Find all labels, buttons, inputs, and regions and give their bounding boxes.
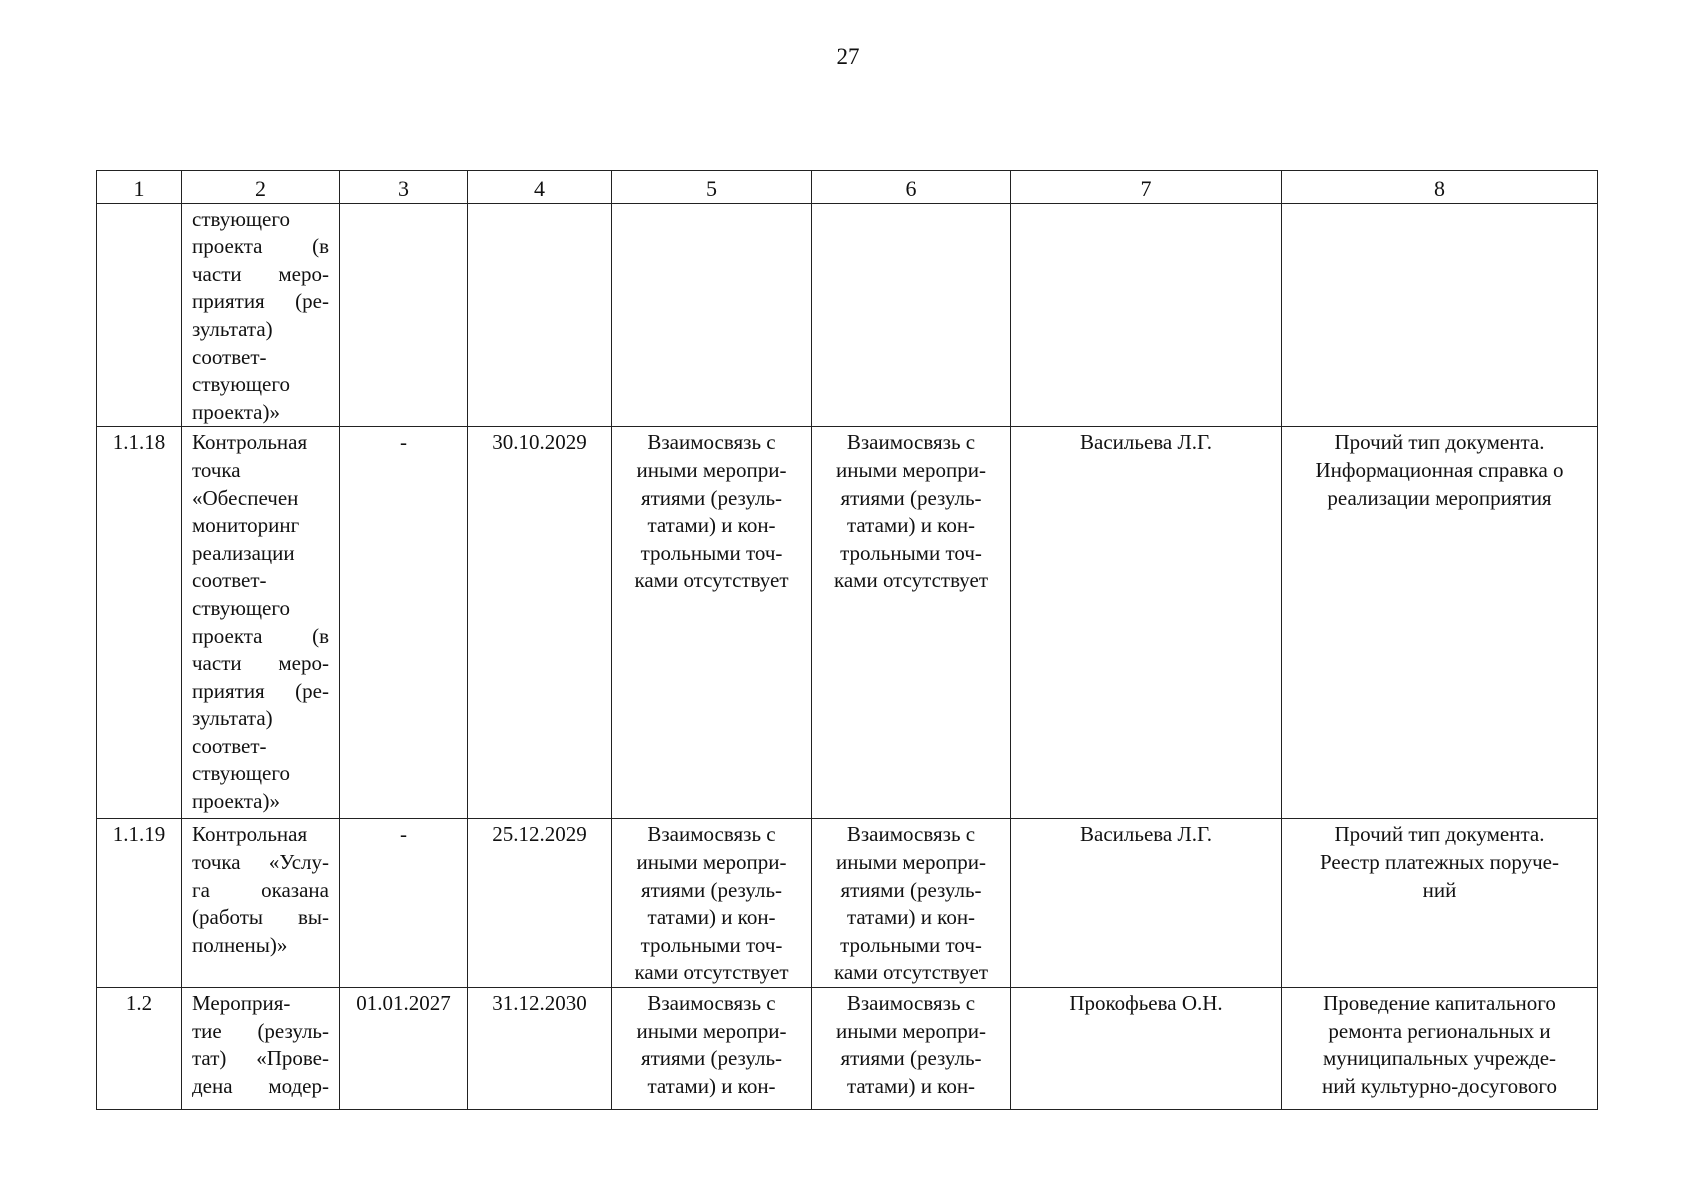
- header-cell: 6: [812, 171, 1011, 204]
- linkage-cell-line: трольными точ-: [640, 932, 783, 957]
- linkage-cell-line: татами) и кон-: [647, 905, 776, 930]
- item-name-cell-line: проекта)»: [192, 789, 280, 814]
- document-cell-line: Реестр платежных поруче-: [1319, 849, 1559, 874]
- linkage-cell-line: Взаимосвязь с: [846, 430, 976, 455]
- linkage-cell: [612, 987, 812, 1109]
- document-cell-line: ремонта региональных и: [1328, 1018, 1551, 1043]
- item-name-cell-line: Контрольная: [192, 822, 308, 847]
- responsible-cell: [1011, 427, 1282, 819]
- item-name-cell-line: проекта (в: [192, 623, 329, 648]
- page-number: 27: [836, 44, 860, 69]
- linkage-cell: [812, 427, 1011, 819]
- item-number-cell-text: 1.2: [125, 990, 153, 1015]
- document-cell: [1282, 819, 1598, 988]
- item-name-cell-line: га оказана: [192, 877, 329, 902]
- item-name-cell: [182, 987, 340, 1109]
- linkage-cell: [612, 427, 812, 819]
- item-name-cell-line: зультата): [192, 316, 273, 341]
- header-cell: 3: [340, 171, 468, 204]
- item-name-cell-line: точка «Услу-: [192, 849, 329, 874]
- document-cell: [1282, 987, 1598, 1109]
- linkage-cell-line: ками отсутствует: [833, 960, 989, 985]
- linkage-cell-line: ятиями (резуль-: [840, 1046, 982, 1071]
- end-date-cell-text: 30.10.2029: [492, 430, 587, 455]
- item-name-cell-line: «Обеспечен: [192, 485, 299, 510]
- item-number-cell: [97, 427, 182, 819]
- document-cell-line: Прочий тип документа.: [1334, 430, 1545, 455]
- responsible-cell: [1011, 203, 1282, 427]
- item-name-cell-line: ствующего: [192, 761, 290, 786]
- linkage-cell-line: Взаимосвязь с: [846, 822, 976, 847]
- item-name-cell-line: (работы вы-: [192, 905, 329, 930]
- table-row: [97, 427, 1598, 819]
- linkage-cell-line: иными меропри-: [636, 1018, 787, 1043]
- table-header-row: [97, 171, 1598, 204]
- item-name-cell: [182, 819, 340, 988]
- start-date-cell: [340, 203, 468, 427]
- start-date-cell-text: -: [400, 822, 407, 847]
- linkage-cell: [812, 203, 1011, 427]
- responsible-cell: [1011, 819, 1282, 988]
- document-cell: [1282, 427, 1598, 819]
- item-name-cell-line: приятия (ре-: [192, 678, 329, 703]
- linkage-cell-line: татами) и кон-: [647, 1073, 776, 1098]
- document-cell-line: ний культурно-досугового: [1321, 1073, 1558, 1098]
- start-date-cell-text: 01.01.2027: [356, 990, 451, 1015]
- table-row: [97, 819, 1598, 988]
- linkage-cell-line: ками отсутствует: [634, 960, 789, 985]
- end-date-cell-text: 31.12.2030: [492, 990, 587, 1015]
- document-cell-line: Проведение капитального: [1323, 990, 1556, 1015]
- item-number-cell-text: 1.1.19: [112, 822, 166, 847]
- item-name-cell: [182, 203, 340, 427]
- plan-table: [96, 170, 1598, 1110]
- header-cell: 2: [182, 171, 340, 204]
- item-name-cell-line: полнены)»: [192, 932, 288, 957]
- item-name-cell-line: реализации: [192, 540, 295, 565]
- end-date-cell: [468, 819, 612, 988]
- item-name-cell-line: мониторинг: [192, 513, 300, 538]
- linkage-cell-line: Взаимосвязь с: [846, 990, 976, 1015]
- document-cell-line: Информационная справка о: [1315, 457, 1564, 482]
- document-cell: [1282, 203, 1598, 427]
- document-cell-line: ний: [1422, 877, 1457, 902]
- start-date-cell: [340, 819, 468, 988]
- linkage-cell-line: ками отсутствует: [833, 568, 989, 593]
- header-cell: 8: [1282, 171, 1598, 204]
- linkage-cell-line: ятиями (резуль-: [840, 877, 982, 902]
- item-name-cell-line: ствующего: [192, 206, 290, 231]
- responsible-cell-text: Прокофьева О.Н.: [1069, 990, 1223, 1015]
- linkage-cell-line: татами) и кон-: [846, 905, 976, 930]
- header-cell: 5: [612, 171, 812, 204]
- document-cell-line: муниципальных учрежде-: [1322, 1046, 1557, 1071]
- linkage-cell-line: ятиями (резуль-: [640, 877, 783, 902]
- item-name-cell-line: тие (резуль-: [192, 1018, 329, 1043]
- item-number-cell: [97, 987, 182, 1109]
- start-date-cell: [340, 987, 468, 1109]
- linkage-cell-line: трольными точ-: [640, 540, 783, 565]
- document-cell-line: Прочий тип документа.: [1334, 822, 1545, 847]
- linkage-cell-line: трольными точ-: [840, 540, 982, 565]
- linkage-cell-line: ятиями (резуль-: [840, 485, 982, 510]
- item-name-cell-line: части меро-: [192, 651, 329, 676]
- linkage-cell: [612, 203, 812, 427]
- responsible-cell-text: Васильева Л.Г.: [1080, 430, 1212, 455]
- linkage-cell-line: татами) и кон-: [846, 513, 976, 538]
- header-cell: 7: [1011, 171, 1282, 204]
- end-date-cell-text: 25.12.2029: [492, 822, 587, 847]
- item-name-cell-line: части меро-: [192, 261, 329, 286]
- linkage-cell-line: татами) и кон-: [846, 1073, 976, 1098]
- linkage-cell: [612, 819, 812, 988]
- linkage-cell-line: иными меропри-: [636, 457, 787, 482]
- header-cell: 4: [468, 171, 612, 204]
- item-name-cell-line: проекта (в: [192, 234, 329, 259]
- linkage-cell-line: татами) и кон-: [647, 513, 776, 538]
- table-row: [97, 987, 1598, 1109]
- document-cell-line: реализации мероприятия: [1327, 485, 1552, 510]
- linkage-cell-line: ками отсутствует: [634, 568, 789, 593]
- linkage-cell-line: ятиями (резуль-: [640, 485, 783, 510]
- item-number-cell: [97, 819, 182, 988]
- linkage-cell-line: иными меропри-: [836, 849, 986, 874]
- item-name-cell-line: проекта)»: [192, 399, 280, 424]
- responsible-cell: [1011, 987, 1282, 1109]
- linkage-cell-line: Взаимосвязь с: [647, 990, 776, 1015]
- item-number-cell-text: 1.1.18: [112, 430, 166, 455]
- linkage-cell: [812, 987, 1011, 1109]
- end-date-cell: [468, 427, 612, 819]
- linkage-cell-line: иными меропри-: [636, 849, 787, 874]
- table-row: [97, 203, 1598, 427]
- linkage-cell-line: иными меропри-: [836, 1018, 986, 1043]
- linkage-cell: [812, 819, 1011, 988]
- item-name-cell-line: приятия (ре-: [192, 289, 329, 314]
- item-name-cell-line: Мероприя-: [192, 990, 291, 1015]
- item-name-cell-line: дена модер-: [192, 1073, 329, 1098]
- start-date-cell: [340, 427, 468, 819]
- responsible-cell-text: Васильева Л.Г.: [1080, 822, 1212, 847]
- linkage-cell-line: иными меропри-: [836, 457, 986, 482]
- item-name-cell: [182, 427, 340, 819]
- item-name-cell-line: соответ-: [192, 344, 267, 369]
- item-name-cell-line: соответ-: [192, 568, 267, 593]
- end-date-cell: [468, 203, 612, 427]
- item-number-cell: [97, 203, 182, 427]
- item-name-cell-line: ствующего: [192, 372, 290, 397]
- linkage-cell-line: трольными точ-: [840, 932, 982, 957]
- start-date-cell-text: -: [400, 430, 407, 455]
- item-name-cell-line: ствующего: [192, 595, 290, 620]
- item-name-cell-line: Контрольная: [192, 430, 308, 455]
- linkage-cell-line: Взаимосвязь с: [647, 430, 776, 455]
- item-name-cell-line: тат) «Прове-: [192, 1046, 329, 1071]
- end-date-cell: [468, 987, 612, 1109]
- item-name-cell-line: соответ-: [192, 733, 267, 758]
- header-cell: 1: [97, 171, 182, 204]
- item-name-cell-line: зультата): [192, 706, 273, 731]
- linkage-cell-line: ятиями (резуль-: [640, 1046, 783, 1071]
- item-name-cell-line: точка: [192, 457, 241, 482]
- linkage-cell-line: Взаимосвязь с: [647, 822, 776, 847]
